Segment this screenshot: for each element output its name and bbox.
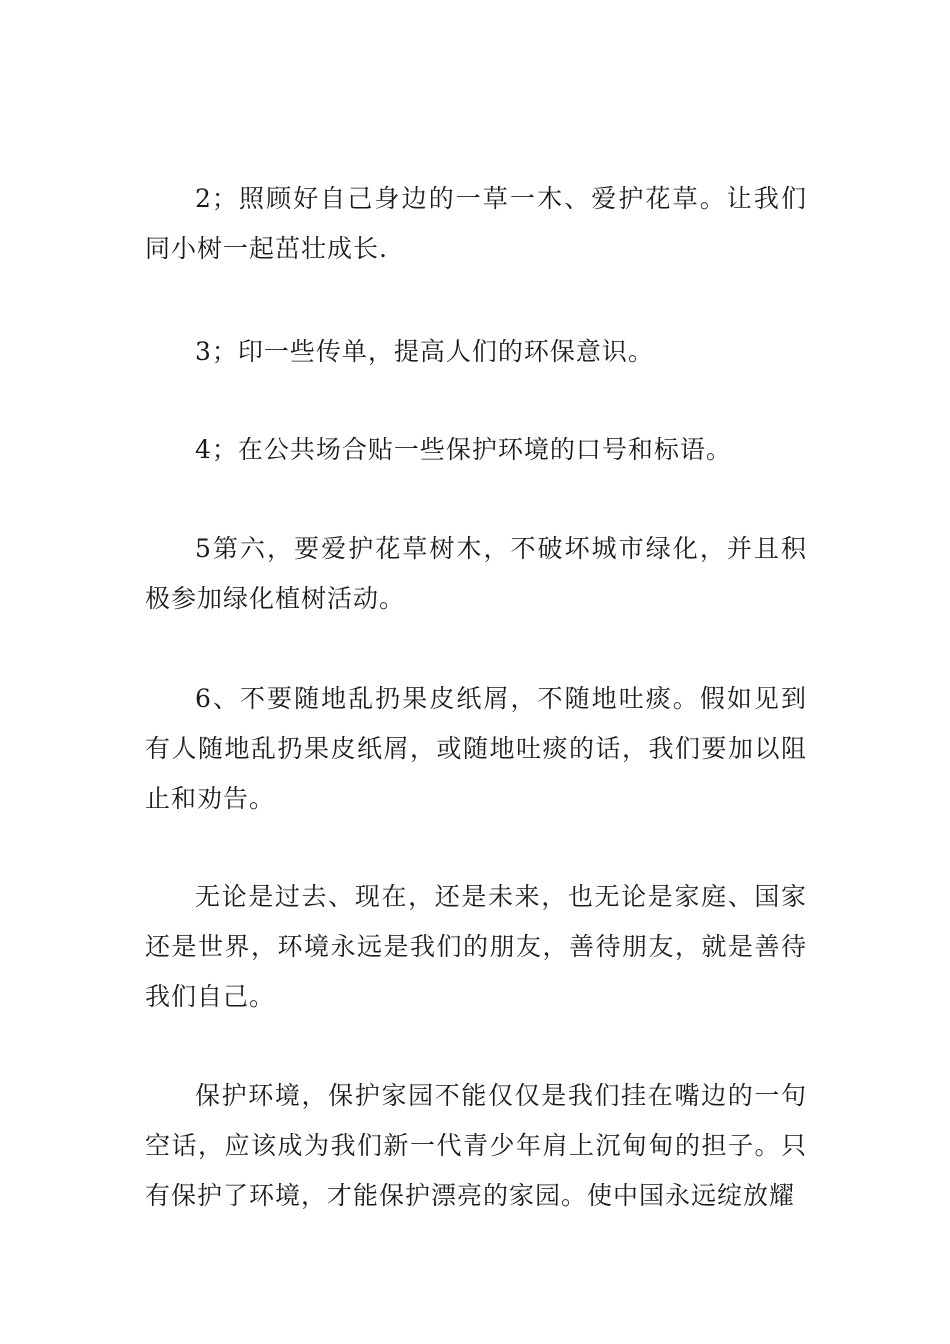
paragraph-item-6: 6、不要随地乱扔果皮纸屑，不随地吐痰。假如见到有人随地乱扔果皮纸屑，或随地吐痰的话，我们要加以阻止和劝告。 [145,684,807,813]
paragraph-item-4: 4；在公共场合贴一些保护环境的口号和标语。 [195,435,732,464]
paragraph-item-2: 2；照顾好自己身边的一草一木、爱护花草。让我们同小树一起茁壮成长. [145,184,807,263]
paragraph-item-5: 5第六，要爱护花草树木，不破坏城市绿化，并且积极参加绿化植树活动。 [145,534,807,613]
paragraph-item-3: 3；印一些传单，提高人们的环保意识。 [195,337,654,366]
paragraph-conclusion: 无论是过去、现在，还是未来，也无论是家庭、国家还是世界，环境永远是我们的朋友，善待朋友，就是善待我们自己。 [145,882,807,1011]
paragraph-closing: 保护环境，保护家园不能仅仅是我们挂在嘴边的一句空话，应该成为我们新一代青少年肩上沉甸甸的担子。只有保护了环境，才能保护漂亮的家园。使中国永远绽放耀 [145,1081,807,1210]
